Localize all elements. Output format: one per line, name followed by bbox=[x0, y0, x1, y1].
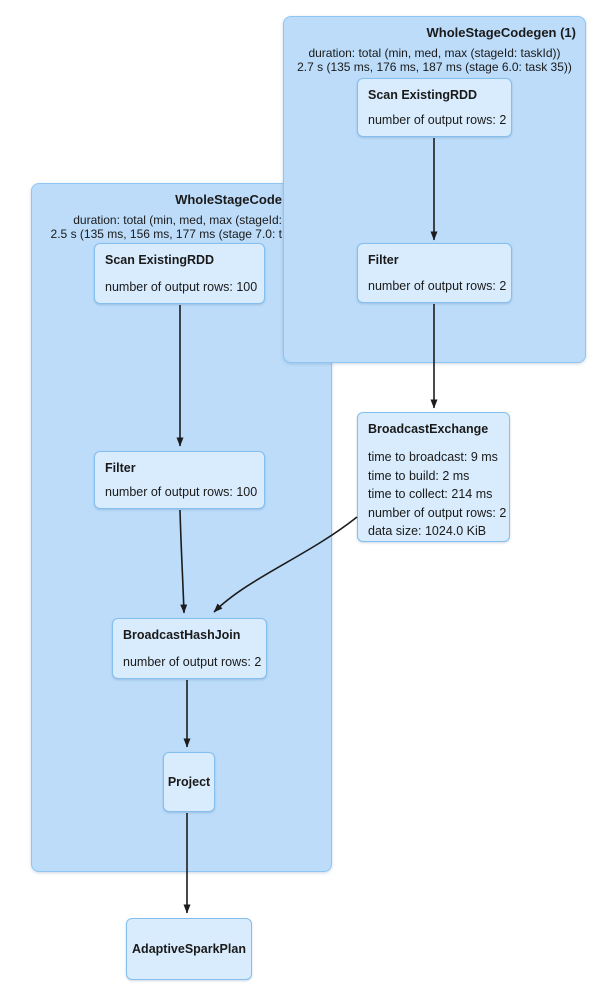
node-metric: number of output rows: 100 bbox=[105, 485, 258, 499]
node-metric: number of output rows: 100 bbox=[105, 280, 258, 294]
metric-time-to-build: time to build: 2 ms bbox=[368, 468, 470, 483]
duration-line-2: 2.7 s (135 ms, 176 ms, 187 ms (stage 6.0: task 35)) bbox=[297, 60, 572, 74]
wholestagecodegen-1-cluster[interactable] bbox=[283, 16, 586, 363]
duration-line-1: duration: total (min, med, max (stageId: taskId)) bbox=[308, 46, 561, 60]
cluster-duration bbox=[51, 213, 282, 241]
broadcast-hash-join-node[interactable] bbox=[112, 618, 267, 679]
node-title: Scan ExistingRDD bbox=[105, 253, 215, 267]
metric-time-to-broadcast: time to broadcast: 9 ms bbox=[368, 450, 498, 464]
duration-line-2: 2.5 s (135 ms, 156 ms, 177 ms (stage 7.0: t bbox=[50, 227, 282, 241]
node-metric: number of output rows: 2 bbox=[123, 655, 262, 669]
scan-existingrdd-node-stage6[interactable] bbox=[357, 78, 512, 137]
node-title: BroadcastHashJoin bbox=[123, 628, 241, 642]
node-title: Filter bbox=[368, 253, 399, 267]
duration-line-1: duration: total (min, med, max (stageId: bbox=[73, 213, 282, 227]
node-title: Scan ExistingRDD bbox=[368, 88, 478, 102]
scan-existingrdd-node-stage7[interactable] bbox=[94, 243, 265, 304]
node-title: Project bbox=[167, 775, 211, 789]
cluster-title: WholeStageCode bbox=[175, 192, 282, 207]
filter-node-stage7[interactable] bbox=[94, 451, 265, 509]
node-metric: number of output rows: 2 bbox=[368, 113, 507, 127]
project-node[interactable] bbox=[163, 752, 215, 812]
metric-data-size: data size: 1024.0 KiB bbox=[368, 524, 487, 538]
adaptive-spark-plan-node[interactable] bbox=[126, 918, 252, 980]
node-metric: number of output rows: 2 bbox=[368, 279, 507, 293]
filter-node-stage6[interactable] bbox=[357, 243, 512, 303]
node-title: Filter bbox=[105, 461, 136, 475]
metric-time-to-collect: time to collect: 214 ms bbox=[368, 487, 493, 501]
node-title: BroadcastExchange bbox=[368, 422, 489, 436]
cluster-duration bbox=[284, 46, 585, 74]
metric-output-rows: number of output rows: 2 bbox=[368, 505, 507, 520]
broadcast-exchange-node[interactable] bbox=[357, 412, 510, 542]
cluster-title: WholeStageCodegen (1) bbox=[426, 25, 576, 40]
node-title: AdaptiveSparkPlan bbox=[132, 942, 246, 956]
